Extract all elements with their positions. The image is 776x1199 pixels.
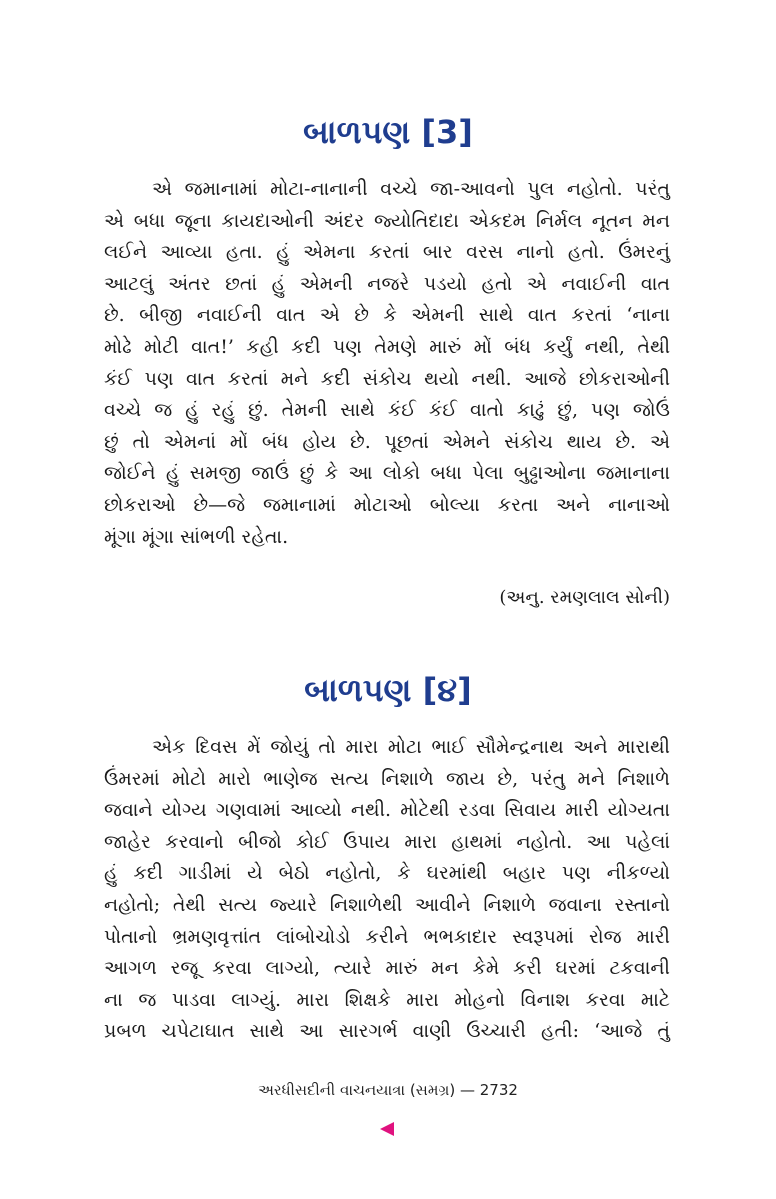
text-line: એ જમાનામાં મોટા-નાનાની વચ્ચે જા-આવનો પુલ નહોતો. પરંતુ bbox=[152, 178, 670, 200]
text-line: નહોતો; તેથી સત્ય જ્યારે નિશાળેથી આવીને નિશાળે જવાના રસ્તાનો bbox=[104, 893, 670, 916]
text-line: છું તો એમનાં મોં બંધ હોય છે. પૂછતાં એમને સંકોચ થાય છે. એ bbox=[104, 430, 670, 453]
text-line: ના જ પાડવા લાગ્યું. મારા શિક્ષકે મારા મોહનો વિનાશ કરવા માટે bbox=[104, 988, 670, 1011]
text-line: હું કદી ગાડીમાં યે બેઠો નહોતો, કે ઘરમાંથી બહાર પણ નીકળ્યો bbox=[104, 862, 670, 885]
text-line: મોઢે મોટી વાત!’ કહી કદી પણ તેમણે મારું મોં બંધ કર્યું નથી, તેથી bbox=[104, 335, 670, 358]
text-line: પ્રબળ ચપેટાઘાત સાથે આ સારગર્ભ વાણી ઉચ્ચારી હતી: ‘આજે તું bbox=[104, 1020, 670, 1043]
text-line: એ બધા જૂના કાયદાઓની અંદર જ્યોતિદાદા એકદમ નિર્મલ નૂતન મન bbox=[104, 209, 670, 232]
text-line: કંઈ પણ વાત કરતાં મને કદી સંકોચ થયો નથી. આજે છોકરાઓની bbox=[104, 367, 670, 390]
section-1-paragraph bbox=[104, 174, 670, 553]
text-line: લઈને આવ્યા હતા. હું એમના કરતાં બાર વરસ નાનો હતો. ઉંમરનું bbox=[104, 241, 670, 264]
text-line: જાહેર કરવાનો બીજો કોઈ ઉપાય મારા હાથમાં નહોતો. આ પહેલાં bbox=[104, 830, 670, 853]
text-line: જોઈને હું સમજી જાઉં છું કે આ લોકો બધા પેલા બુઢ્ઢાઓના જમાનાના bbox=[104, 462, 670, 485]
text-line: આગળ રજૂ કરવા લાગ્યો, ત્યારે મારું મન કેમે કરી ઘરમાં ટકવાની bbox=[104, 957, 670, 980]
text-line: મૂંગા મૂંગા સાંભળી રહેતા. bbox=[104, 525, 289, 548]
previous-page-arrow-icon[interactable] bbox=[380, 1122, 394, 1136]
text-line: પોતાનો ભ્રમણવૃત્તાંત લાંબોચોડો કરીને ભભકાદાર સ્વરૂપમાં રોજ મારી bbox=[104, 925, 670, 948]
text-line: છે. બીજી નવાઈની વાત એ છે કે એમની સાથે વાત કરતાં ‘નાના bbox=[104, 304, 670, 327]
text-line: એક દિવસ મેં જોયું તો મારા મોટા ભાઈ સૌમેન્દ્રનાથ અને મારાથી bbox=[152, 736, 670, 758]
translator-attribution: (અનુ. રમણલાલ સોની) bbox=[499, 587, 670, 608]
page-footer: અરધીસદીની વાચનયાત્રા (સમગ્ર) — 2732 bbox=[258, 1081, 518, 1099]
section-2-paragraph bbox=[104, 732, 670, 1048]
section-2-heading: બાળપણ [૪] bbox=[304, 671, 472, 709]
text-line: જવાને યોગ્ય ગણવામાં આવ્યો નથી. મોટેથી રડવા સિવાય મારી યોગ્યતા bbox=[104, 799, 670, 822]
section-1-heading: બાળપણ [3] bbox=[303, 113, 473, 151]
text-line: આટલું અંતર છતાં હું એમની નજરે પડયો હતો એ નવાઈની વાત bbox=[104, 272, 670, 295]
text-line: વચ્ચે જ હું રહું છું. તેમની સાથે કંઈ કંઈ વાતો કાઢું છું, પણ જોઉં bbox=[104, 399, 670, 422]
text-line: છોકરાઓ છે—જે જમાનામાં મોટાઓ બોલ્યા કરતા અને નાનાઓ bbox=[104, 493, 670, 516]
text-line: ઉંમરમાં મોટો મારો ભાણેજ સત્ય નિશાળે જાય છે, પરંતુ મને નિશાળે bbox=[104, 767, 670, 790]
